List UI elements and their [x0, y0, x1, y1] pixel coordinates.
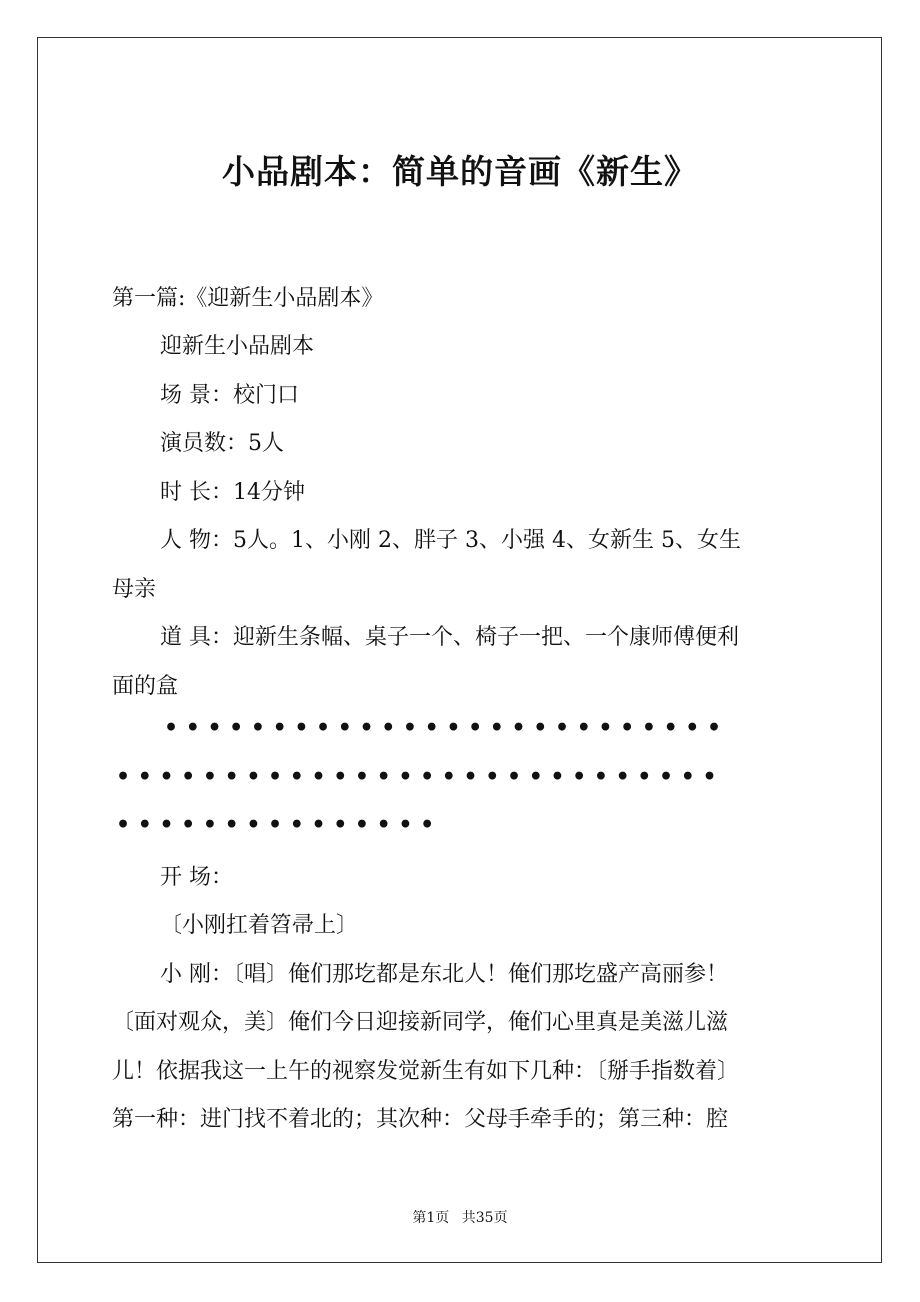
text-line: 迎新生小品剧本 [160, 334, 315, 359]
dot-leader: • • • • • • • • • • • • • • • • • • • • • • • • • • • • [116, 764, 717, 790]
text-line: 人 物：5人。1、小刚 2、胖子 3、小强 4、女新生 5、女生 [160, 528, 741, 553]
text-line: 时 长：14分钟 [160, 480, 305, 505]
text-line: 场 景：校门口 [160, 383, 299, 408]
dot-leader: • • • • • • • • • • • • • • • • • • • • • • • • • • [164, 715, 722, 741]
dot-leader: • • • • • • • • • • • • • • • [116, 812, 435, 838]
text-line: 第一种：进门找不着北的；其次种：父母手牵手的；第三种：腔 [112, 1107, 729, 1132]
text-line: 〔面对观众，美〕俺们今日迎接新同学，俺们心里真是美滋儿滋 [112, 1010, 729, 1035]
text-line: 母亲 [112, 577, 157, 602]
text-line: 小 刚：〔唱〕俺们那圪都是东北人！俺们那圪盛产高丽参！ [160, 962, 728, 987]
page-footer [0, 1207, 920, 1227]
text-line: 〔小刚扛着笤帚上〕 [160, 913, 359, 938]
page-number: 第1页 [412, 1210, 450, 1226]
document-title: 小品剧本：简单的音画《新生》 [222, 152, 698, 191]
text-line: 开 场： [160, 865, 233, 890]
text-line: 道 具：迎新生条幅、桌子一个、椅子一把、一个康师傅便利 [160, 625, 739, 650]
text-line: 演员数：5人 [160, 431, 284, 456]
page-total: 共35页 [461, 1210, 508, 1226]
text-line: 面的盒 [112, 674, 179, 699]
text-line: 儿！依据我这一上午的视察发觉新生有如下几种：〔掰手指数着〕 [112, 1059, 740, 1084]
chapter-heading: 第一篇:《迎新生小品剧本》 [112, 286, 384, 311]
